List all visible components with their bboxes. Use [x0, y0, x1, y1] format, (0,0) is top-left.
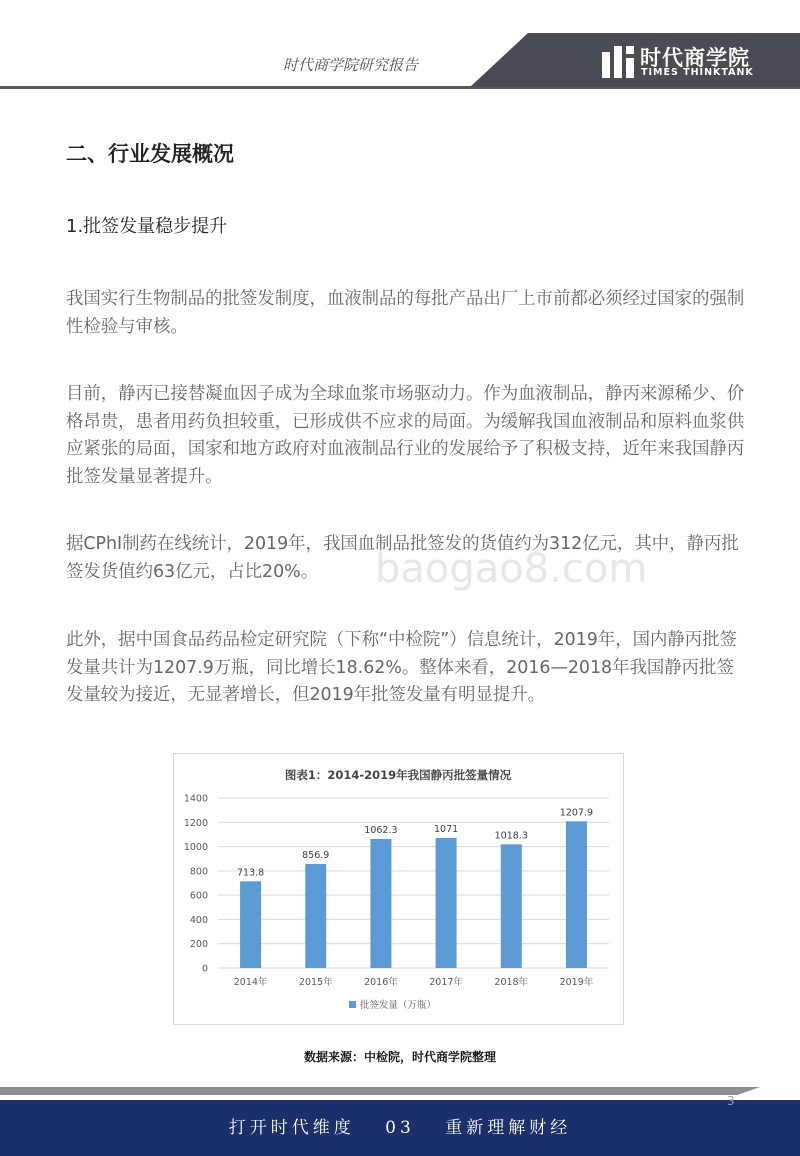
- bar-2017年: [436, 838, 457, 968]
- legend-label: 批签发量（万瓶）: [360, 1000, 437, 1011]
- bar-2015年: [305, 864, 326, 968]
- paragraph-4: 此外，据中国食品药品检定研究院（下称“中检院”）信息统计，2019年，国内静丙批签发量共计为1207.9万瓶，同比增长18.62%。整体来看，2016—2018年我国静丙批签发量较为接近，无显著增长，但2019年批签发量有明显提升。: [66, 630, 737, 705]
- watermark: baogao8.com: [375, 546, 648, 592]
- y-tick-label: 200: [189, 939, 208, 951]
- paragraph-2: 目前，静丙已接替凝血因子成为全球血浆市场驱动力。作为血液制品，静丙来源稀少、价格昂贵，患者用药负担较重，已形成供不应求的局面。为缓解我国血液制品和原料血浆供应紧张的局面，国家和地方政府对血液制品行业的发展给予了积极支持，近年来我国静丙批签发量显著提升。: [66, 384, 745, 487]
- x-tick-label: 2016年: [364, 977, 398, 988]
- x-tick-label: 2018年: [494, 977, 529, 988]
- footer-slogan: 打开时代维度 03 重新理解财经: [228, 1118, 572, 1138]
- bar-2016年: [370, 839, 391, 968]
- x-tick-label: 2014年: [233, 977, 268, 988]
- chart-frame: [173, 753, 624, 1025]
- chart-title: 图表1：2014-2019年我国静丙批签量情况: [284, 768, 512, 782]
- subsection-heading: 1.批签发量稳步提升: [66, 216, 228, 237]
- data-source-note: 数据来源：中检院，时代商学院整理: [303, 1050, 496, 1064]
- y-tick-label: 600: [189, 890, 208, 902]
- bar-2019年: [566, 821, 587, 968]
- data-label: 1018.3: [494, 830, 528, 842]
- y-tick-label: 400: [189, 914, 208, 926]
- y-tick-label: 800: [189, 866, 208, 878]
- logo-english-name: TIMES THINKTANK: [641, 67, 754, 78]
- bar-chart: [174, 754, 623, 1024]
- x-tick-label: 2015年: [298, 977, 333, 988]
- y-tick-label: 1000: [183, 842, 208, 854]
- data-label: 856.9: [302, 849, 330, 861]
- report-series-title: 时代商学院研究报告: [283, 56, 419, 74]
- times-logo-icon: [600, 44, 636, 80]
- y-tick-label: 1400: [183, 793, 208, 805]
- x-tick-label: 2017年: [429, 977, 463, 988]
- page-number: 3: [727, 1094, 735, 1108]
- x-tick-label: 2019年: [559, 977, 594, 988]
- legend-swatch: [349, 1001, 356, 1008]
- section-heading: 二、行业发展概况: [66, 142, 234, 166]
- data-label: 1207.9: [559, 807, 594, 819]
- data-label: 713.8: [236, 867, 265, 879]
- logo-chinese-name: 时代商学院: [640, 46, 750, 70]
- data-label: 1071: [433, 823, 459, 835]
- paragraph-3: 据CPhI制药在线统计，2019年，我国血制品批签发的货值约为312亿元，其中，静丙批签发货值约63亿元，占比20%。: [66, 534, 739, 582]
- y-tick-label: 0: [201, 963, 208, 975]
- data-label: 1062.3: [364, 825, 398, 837]
- bar-2018年: [501, 844, 522, 968]
- y-tick-label: 1200: [183, 817, 208, 829]
- paragraph-1: 我国实行生物制品的批签发制度，血液制品的每批产品出厂上市前都必须经过国家的强制性检验与审核。: [66, 289, 745, 337]
- bar-2014年: [240, 881, 261, 968]
- footer-gray-band: [0, 1087, 760, 1095]
